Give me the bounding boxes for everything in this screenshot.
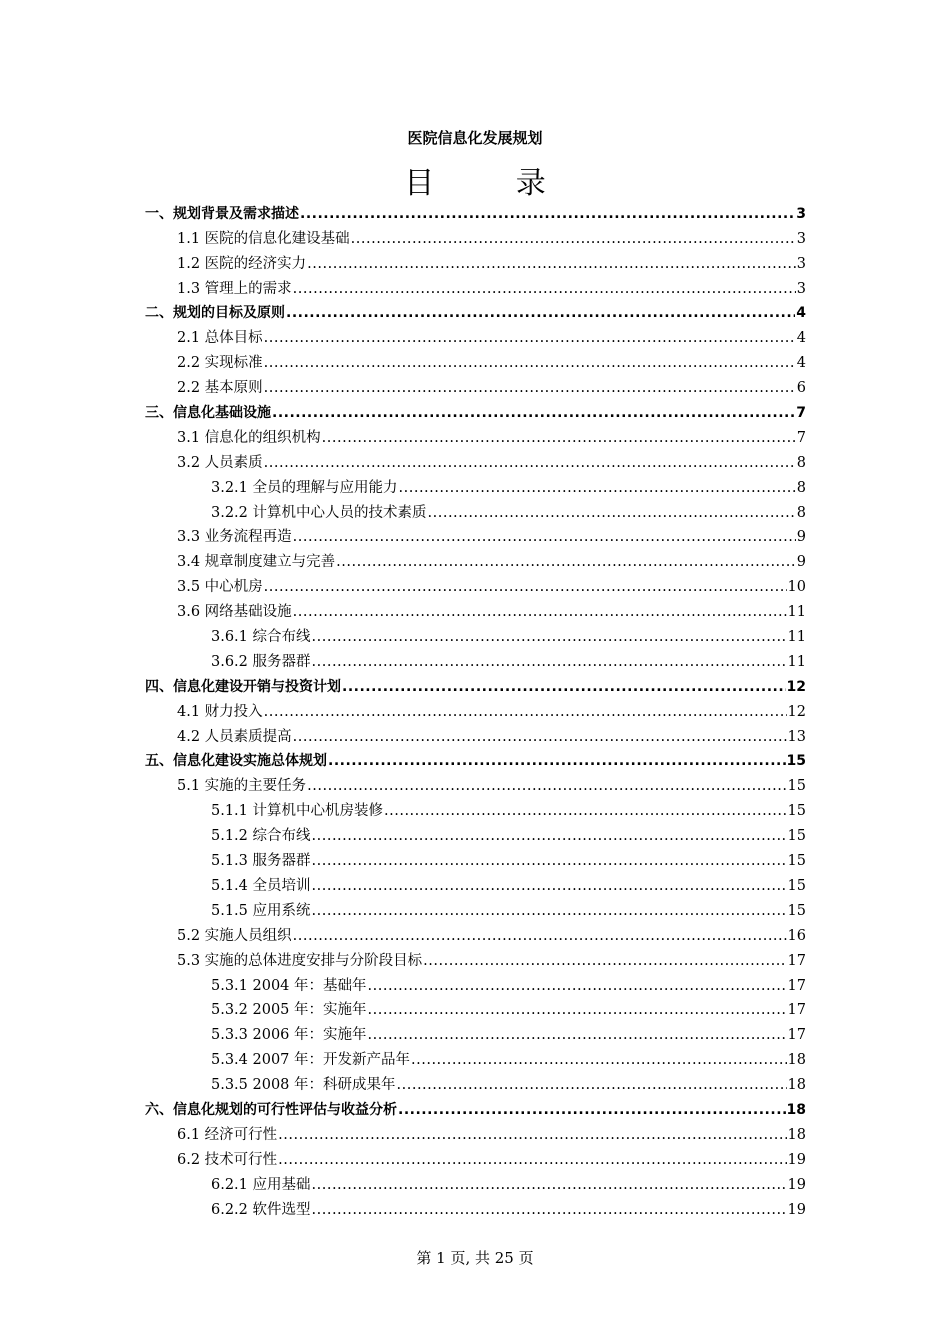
toc-entry[interactable] [145,473,806,498]
toc-leader-dots [322,428,796,448]
toc-entry[interactable] [145,971,806,996]
toc-entry-label: 5.2 实施人员组织 [177,927,292,944]
toc-entry-page: 9 [796,554,806,571]
toc-leader-dots [328,751,786,771]
toc-entry-label: 一、规划背景及需求描述 [145,205,299,222]
toc-entry[interactable] [145,373,806,398]
toc-entry[interactable] [145,771,806,796]
toc-entry-page: 18 [787,1052,806,1069]
toc-entry[interactable] [145,1120,806,1145]
toc-entry[interactable] [145,1195,806,1220]
toc-entry[interactable] [145,224,806,249]
toc-leader-dots [278,1125,786,1145]
toc-entry[interactable] [145,572,806,597]
toc-entry[interactable] [145,274,806,299]
toc-entry-page: 3 [796,255,806,272]
toc-entry-page: 15 [787,803,806,820]
toc-entry[interactable] [145,423,806,448]
toc-entry-page: 15 [787,778,806,795]
toc-leader-dots [264,453,796,473]
toc-entry[interactable] [145,672,806,697]
toc-leader-dots [423,951,786,971]
toc-entry[interactable] [145,398,806,423]
toc-leader-dots [293,279,796,299]
toc-entry-page: 19 [787,1201,806,1218]
toc-entry-label: 6.2.1 应用基础 [211,1176,311,1193]
toc-entry[interactable] [145,647,806,672]
toc-entry-page: 15 [787,902,806,919]
toc-leader-dots [397,1075,787,1095]
toc-entry[interactable] [145,697,806,722]
toc-entry-page: 11 [787,653,806,670]
toc-entry-page: 15 [787,828,806,845]
toc-leader-dots [264,378,796,398]
toc-entry[interactable] [145,498,806,523]
toc-entry-page: 3 [796,280,806,297]
toc-leader-dots [312,851,787,871]
toc-entry-page: 11 [787,604,806,621]
toc-entry[interactable] [145,996,806,1021]
toc-entry[interactable] [145,448,806,473]
toc-entry-label: 5.3 实施的总体进度安排与分阶段目标 [177,952,423,969]
toc-entry-page: 9 [796,529,806,546]
toc-entry[interactable] [145,796,806,821]
toc-entry-page: 15 [787,877,806,894]
toc-leader-dots [264,702,787,722]
toc-entry-page: 18 [786,1101,806,1118]
toc-entry-label: 5.1.3 服务器群 [211,853,311,870]
toc-entry[interactable] [145,722,806,747]
toc-entry[interactable] [145,622,806,647]
toc-entry-page: 17 [787,1027,806,1044]
toc-leader-dots [368,1000,787,1020]
toc-entry[interactable] [145,747,806,772]
toc-entry-page: 17 [787,952,806,969]
toc-entry[interactable] [145,523,806,548]
toc-leader-dots [300,204,795,224]
toc-leader-dots [278,1150,786,1170]
toc-leader-dots [272,403,795,423]
toc-entry-label: 5.1.4 全员培训 [211,877,311,894]
toc-leader-dots [312,1200,787,1220]
toc-leader-dots [399,478,796,498]
toc-heading: 目 录 [404,166,582,201]
toc-leader-dots [264,577,787,597]
toc-leader-dots [312,876,787,896]
toc-entry-label: 3.3 业务流程再造 [177,529,292,546]
toc-entry-page: 17 [787,977,806,994]
toc-entry-label: 三、信息化基础设施 [145,405,271,422]
toc-leader-dots [307,254,796,274]
toc-leader-dots [293,926,787,946]
toc-entry-label: 3.6 网络基础设施 [177,604,292,621]
toc-leader-dots [368,976,787,996]
toc-leader-dots [264,328,796,348]
toc-entry-page: 18 [787,1126,806,1143]
toc-entry-page: 19 [787,1176,806,1193]
toc-entry-page: 8 [796,504,806,521]
toc-entry-page: 6 [796,380,806,397]
toc-entry-label: 5.3.1 2004 年：基础年 [211,977,367,994]
toc-leader-dots [264,353,796,373]
table-of-contents [145,199,806,1220]
toc-leader-dots [368,1025,787,1045]
toc-leader-dots [312,826,787,846]
toc-entry-label: 5.1.2 综合布线 [211,828,311,845]
toc-entry-page: 3 [796,205,806,222]
toc-leader-dots [293,727,787,747]
toc-entry-label: 6.2.2 软件选型 [211,1201,311,1218]
toc-entry[interactable] [145,348,806,373]
toc-entry-label: 5.1 实施的主要任务 [177,778,307,795]
toc-leader-dots [336,552,796,572]
toc-entry-page: 11 [787,629,806,646]
toc-entry-label: 5.1.1 计算机中心机房装修 [211,803,384,820]
toc-entry-label: 5.3.4 2007 年：开发新产品年 [211,1052,411,1069]
toc-entry-page: 12 [787,703,806,720]
toc-entry-page: 17 [787,1002,806,1019]
toc-entry-label: 1.3 管理上的需求 [177,280,292,297]
toc-entry-label: 3.4 规章制度建立与完善 [177,554,336,571]
toc-entry-label: 3.2.2 计算机中心人员的技术素质 [211,504,427,521]
toc-entry-label: 四、信息化建设开销与投资计划 [145,678,341,695]
toc-leader-dots [398,1100,786,1120]
toc-entry-label: 5.1.5 应用系统 [211,902,311,919]
toc-entry-label: 1.1 医院的信息化建设基础 [177,230,350,247]
toc-entry-label: 3.6.1 综合布线 [211,629,311,646]
toc-entry-label: 4.2 人员素质提高 [177,728,292,745]
toc-entry-label: 六、信息化规划的可行性评估与收益分析 [145,1101,397,1118]
toc-entry[interactable] [145,1170,806,1195]
toc-leader-dots [384,801,787,821]
toc-entry[interactable] [145,821,806,846]
toc-entry[interactable] [145,199,806,224]
toc-entry-page: 13 [787,728,806,745]
toc-entry[interactable] [145,896,806,921]
toc-entry-label: 6.1 经济可行性 [177,1126,278,1143]
toc-entry-page: 8 [796,479,806,496]
toc-leader-dots [342,677,786,697]
toc-entry-label: 3.2.1 全员的理解与应用能力 [211,479,398,496]
toc-entry[interactable] [145,946,806,971]
toc-entry[interactable] [145,846,806,871]
toc-entry[interactable] [145,1095,806,1120]
toc-entry-label: 5.3.5 2008 年：科研成果年 [211,1077,396,1094]
toc-entry[interactable] [145,1020,806,1045]
toc-entry-label: 3.2 人员素质 [177,454,263,471]
toc-entry-page: 7 [796,405,806,422]
toc-entry-label: 3.5 中心机房 [177,579,263,596]
toc-entry-page: 15 [787,853,806,870]
toc-entry-page: 19 [787,1151,806,1168]
toc-entry[interactable] [145,299,806,324]
toc-entry-page: 10 [787,579,806,596]
toc-entry[interactable] [145,249,806,274]
toc-entry-page: 18 [787,1077,806,1094]
toc-entry[interactable] [145,1045,806,1070]
toc-leader-dots [293,602,787,622]
toc-entry-page: 4 [796,305,806,322]
toc-entry-label: 2.1 总体目标 [177,330,263,347]
toc-leader-dots [307,776,786,796]
toc-leader-dots [411,1050,787,1070]
toc-entry[interactable] [145,323,806,348]
toc-entry[interactable] [145,597,806,622]
toc-entry-page: 8 [796,454,806,471]
page-footer: 第 1 页, 共 25 页 [416,1249,534,1267]
toc-entry-page: 3 [796,230,806,247]
toc-entry-label: 二、规划的目标及原则 [145,305,285,322]
document-title: 医院信息化发展规划 [407,129,543,147]
toc-entry[interactable] [145,1145,806,1170]
toc-entry-label: 5.3.2 2005 年：实施年 [211,1002,367,1019]
toc-leader-dots [293,527,796,547]
toc-entry-page: 16 [787,927,806,944]
toc-entry[interactable] [145,1070,806,1095]
toc-entry[interactable] [145,871,806,896]
toc-leader-dots [312,901,787,921]
toc-entry[interactable] [145,921,806,946]
toc-entry-label: 6.2 技术可行性 [177,1151,278,1168]
toc-leader-dots [312,627,787,647]
toc-entry-page: 15 [786,753,806,770]
toc-entry-page: 7 [796,429,806,446]
toc-entry-label: 2.2 基本原则 [177,380,263,397]
toc-leader-dots [312,1175,787,1195]
toc-entry-label: 2.2 实现标准 [177,355,263,372]
toc-entry[interactable] [145,547,806,572]
toc-leader-dots [428,503,796,523]
toc-leader-dots [286,303,795,323]
toc-entry-page: 12 [786,678,806,695]
toc-leader-dots [312,652,787,672]
toc-entry-page: 4 [796,355,806,372]
toc-leader-dots [351,229,796,249]
toc-entry-label: 1.2 医院的经济实力 [177,255,307,272]
toc-entry-label: 3.6.2 服务器群 [211,653,311,670]
toc-entry-label: 4.1 财力投入 [177,703,263,720]
toc-entry-label: 五、信息化建设实施总体规划 [145,753,327,770]
toc-entry-label: 3.1 信息化的组织机构 [177,429,321,446]
toc-entry-page: 4 [796,330,806,347]
toc-entry-label: 5.3.3 2006 年：实施年 [211,1027,367,1044]
